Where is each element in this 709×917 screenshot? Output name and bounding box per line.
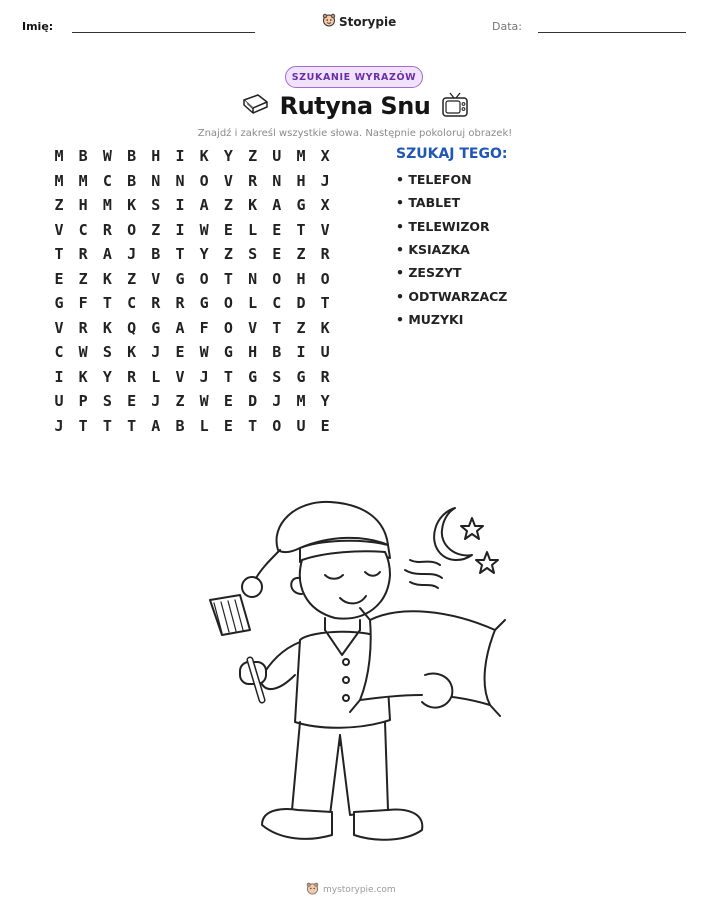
grid-letter[interactable]: A	[151, 416, 161, 435]
grid-letter[interactable]: W	[78, 343, 88, 361]
grid-letter[interactable]: E	[223, 392, 233, 410]
grid-letter[interactable]: V	[54, 220, 64, 239]
grid-letter[interactable]: R	[127, 367, 137, 386]
word-list-item: • KSIAZKA	[396, 241, 470, 257]
page-title: Rutyna Snu	[279, 92, 431, 120]
grid-letter[interactable]: R	[78, 245, 88, 263]
grid-letter[interactable]: I	[175, 220, 185, 239]
grid-letter[interactable]: X	[320, 196, 330, 214]
brand-logo	[322, 12, 396, 31]
date-label: Data:	[492, 20, 522, 33]
grid-letter[interactable]: R	[320, 245, 330, 263]
date-line[interactable]	[538, 32, 686, 33]
grid-letter[interactable]: H	[78, 196, 88, 214]
grid-letter[interactable]: J	[151, 392, 161, 410]
grid-letter[interactable]: J	[54, 416, 64, 435]
grid-letter[interactable]: W	[199, 392, 209, 410]
grid-letter[interactable]: O	[223, 318, 233, 337]
grid-letter[interactable]: H	[296, 171, 306, 190]
grid-letter[interactable]: T	[296, 220, 306, 239]
grid-letter[interactable]: V	[320, 220, 330, 239]
grid-letter[interactable]: O	[127, 220, 137, 239]
grid-letter[interactable]: O	[223, 294, 233, 312]
grid-letter[interactable]: Y	[223, 147, 233, 165]
storypie-logo-icon	[306, 880, 319, 899]
grid-letter[interactable]: U	[54, 392, 64, 410]
grid-letter[interactable]: G	[175, 269, 185, 288]
grid-letter[interactable]: R	[78, 318, 88, 337]
grid-letter[interactable]: B	[175, 416, 185, 435]
grid-letter[interactable]: Y	[320, 392, 330, 410]
activity-badge: SZUKANIE WYRAZÓW	[285, 66, 423, 88]
grid-letter[interactable]: S	[272, 367, 282, 386]
grid-letter[interactable]: A	[175, 318, 185, 337]
grid-letter[interactable]: D	[296, 294, 306, 312]
grid-letter[interactable]: K	[199, 147, 209, 165]
grid-letter[interactable]: R	[320, 367, 330, 386]
grid-letter[interactable]: Z	[175, 392, 185, 410]
grid-letter[interactable]: V	[223, 171, 233, 190]
book-icon	[240, 92, 270, 124]
grid-letter[interactable]: D	[248, 392, 258, 410]
grid-letter[interactable]: Z	[223, 196, 233, 214]
grid-letter[interactable]: Y	[102, 367, 112, 386]
grid-letter[interactable]: L	[151, 367, 161, 386]
grid-letter[interactable]: E	[223, 220, 233, 239]
grid-letter[interactable]: W	[199, 343, 209, 361]
grid-letter[interactable]: T	[54, 245, 64, 263]
grid-letter[interactable]: I	[296, 343, 306, 361]
grid-letter[interactable]: H	[151, 147, 161, 165]
grid-letter[interactable]: N	[272, 171, 282, 190]
grid-letter[interactable]: J	[199, 367, 209, 386]
grid-letter[interactable]: G	[54, 294, 64, 312]
grid-letter[interactable]: E	[54, 269, 64, 288]
grid-letter[interactable]: J	[272, 392, 282, 410]
grid-letter[interactable]: F	[78, 294, 88, 312]
grid-letter[interactable]: T	[272, 318, 282, 337]
grid-letter[interactable]: G	[248, 367, 258, 386]
grid-letter[interactable]: B	[127, 171, 137, 190]
grid-letter[interactable]: K	[102, 269, 112, 288]
brand-name: Storypie	[339, 14, 397, 29]
grid-letter[interactable]: Z	[296, 318, 306, 337]
grid-letter[interactable]: E	[223, 416, 233, 435]
grid-letter[interactable]: K	[127, 343, 137, 361]
grid-letter[interactable]: I	[175, 147, 185, 165]
grid-letter[interactable]: M	[296, 147, 306, 165]
name-label: Imię:	[22, 20, 54, 33]
grid-letter[interactable]: Y	[199, 245, 209, 263]
grid-letter[interactable]: N	[151, 171, 161, 190]
grid-letter[interactable]: L	[248, 294, 258, 312]
grid-letter[interactable]: Z	[223, 245, 233, 263]
word-list-heading: SZUKAJ TEGO:	[396, 146, 508, 162]
grid-letter[interactable]: Z	[127, 269, 137, 288]
grid-letter[interactable]: T	[102, 294, 112, 312]
grid-letter[interactable]: R	[248, 171, 258, 190]
grid-letter[interactable]: Z	[78, 269, 88, 288]
storypie-logo-icon	[322, 12, 336, 31]
grid-letter[interactable]: O	[272, 416, 282, 435]
grid-letter[interactable]: Z	[54, 196, 64, 214]
grid-letter[interactable]: T	[223, 367, 233, 386]
word-list-item: • TELEWIZOR	[396, 218, 490, 234]
grid-letter[interactable]: G	[296, 196, 306, 214]
grid-letter[interactable]: V	[151, 269, 161, 288]
instructions: Znajdź i zakreśl wszystkie słowa. Następnie pokoloruj obrazek!	[197, 128, 513, 139]
grid-letter[interactable]: F	[199, 318, 209, 337]
grid-letter[interactable]: A	[272, 196, 282, 214]
grid-letter[interactable]: G	[151, 318, 161, 337]
grid-letter[interactable]: J	[320, 171, 330, 190]
grid-letter[interactable]: N	[175, 171, 185, 190]
word-list-item: • TABLET	[396, 195, 461, 211]
grid-letter[interactable]: E	[272, 245, 282, 263]
sleeping-boy-illustration	[200, 490, 510, 860]
word-list-item: • TELEFON	[396, 172, 472, 187]
grid-letter[interactable]: B	[127, 147, 137, 165]
name-line[interactable]	[72, 32, 255, 33]
grid-letter[interactable]: V	[248, 318, 258, 337]
grid-letter[interactable]: S	[151, 196, 161, 214]
grid-letter[interactable]: H	[248, 343, 258, 361]
grid-letter[interactable]: Z	[248, 147, 258, 165]
television-icon	[440, 90, 470, 124]
grid-letter[interactable]: P	[78, 392, 88, 410]
grid-letter[interactable]: W	[199, 220, 209, 239]
grid-letter[interactable]: J	[127, 245, 137, 263]
footer-url: mystorypie.com	[323, 884, 396, 895]
grid-letter[interactable]: G	[223, 343, 233, 361]
grid-letter[interactable]: X	[320, 147, 330, 165]
grid-letter[interactable]: C	[54, 343, 64, 361]
grid-letter[interactable]: E	[127, 392, 137, 410]
footer	[306, 880, 396, 899]
grid-letter[interactable]: E	[272, 220, 282, 239]
grid-letter[interactable]: B	[272, 343, 282, 361]
grid-letter[interactable]: T	[102, 416, 112, 435]
grid-letter[interactable]: S	[248, 245, 258, 263]
star-icon	[461, 518, 483, 539]
grid-letter[interactable]: E	[320, 416, 330, 435]
grid-letter[interactable]: E	[175, 343, 185, 361]
grid-letter[interactable]: M	[54, 147, 64, 165]
word-list-item: • ZESZYT	[396, 265, 462, 281]
grid-letter[interactable]: O	[320, 269, 330, 288]
grid-letter[interactable]: T	[223, 269, 233, 288]
grid-letter[interactable]: K	[127, 196, 137, 214]
grid-letter[interactable]: U	[272, 147, 282, 165]
grid-letter[interactable]: V	[54, 318, 64, 337]
grid-letter[interactable]: C	[78, 220, 88, 239]
grid-letter[interactable]: K	[320, 318, 330, 337]
grid-letter[interactable]: K	[248, 196, 258, 214]
grid-letter[interactable]: O	[199, 171, 209, 190]
grid-letter[interactable]: H	[296, 269, 306, 288]
grid-letter[interactable]: T	[78, 416, 88, 435]
grid-letter[interactable]: T	[127, 416, 137, 435]
grid-letter[interactable]: C	[102, 171, 112, 190]
grid-letter[interactable]: O	[272, 269, 282, 288]
grid-letter[interactable]: Z	[296, 245, 306, 263]
grid-letter[interactable]: M	[296, 392, 306, 410]
grid-letter[interactable]: M	[54, 171, 64, 190]
grid-letter[interactable]: R	[175, 294, 185, 312]
grid-letter[interactable]: A	[199, 196, 209, 214]
grid-letter[interactable]: K	[102, 318, 112, 337]
grid-letter[interactable]: G	[296, 367, 306, 386]
grid-letter[interactable]: A	[102, 245, 112, 263]
grid-letter[interactable]: R	[151, 294, 161, 312]
grid-letter[interactable]: U	[320, 343, 330, 361]
grid-letter[interactable]: B	[78, 147, 88, 165]
grid-letter[interactable]: O	[199, 269, 209, 288]
grid-letter[interactable]: T	[248, 416, 258, 435]
grid-letter[interactable]: C	[272, 294, 282, 312]
grid-letter[interactable]: J	[151, 343, 161, 361]
grid-letter[interactable]: V	[175, 367, 185, 386]
grid-letter[interactable]: M	[102, 196, 112, 214]
grid-letter[interactable]: G	[199, 294, 209, 312]
grid-letter[interactable]: S	[102, 343, 112, 361]
word-list-item: • MUZYKI	[396, 311, 464, 327]
word-list-item: • ODTWARZACZ	[396, 288, 508, 304]
star-icon	[476, 552, 498, 573]
grid-letter[interactable]: I	[54, 367, 64, 386]
grid-letter[interactable]: R	[102, 220, 112, 239]
grid-letter[interactable]: Z	[151, 220, 161, 239]
grid-letter[interactable]: S	[102, 392, 112, 410]
grid-letter[interactable]: T	[175, 245, 185, 263]
grid-letter[interactable]: I	[175, 196, 185, 214]
grid-letter[interactable]: T	[320, 294, 330, 312]
grid-letter[interactable]: N	[248, 269, 258, 288]
grid-letter[interactable]: K	[78, 367, 88, 386]
grid-letter[interactable]: W	[102, 147, 112, 165]
grid-letter[interactable]: L	[199, 416, 209, 435]
grid-letter[interactable]: B	[151, 245, 161, 263]
grid-letter[interactable]: L	[248, 220, 258, 239]
grid-letter[interactable]: U	[296, 416, 306, 435]
grid-letter[interactable]: C	[127, 294, 137, 312]
grid-letter[interactable]: Q	[127, 318, 137, 337]
grid-letter[interactable]: M	[78, 171, 88, 190]
